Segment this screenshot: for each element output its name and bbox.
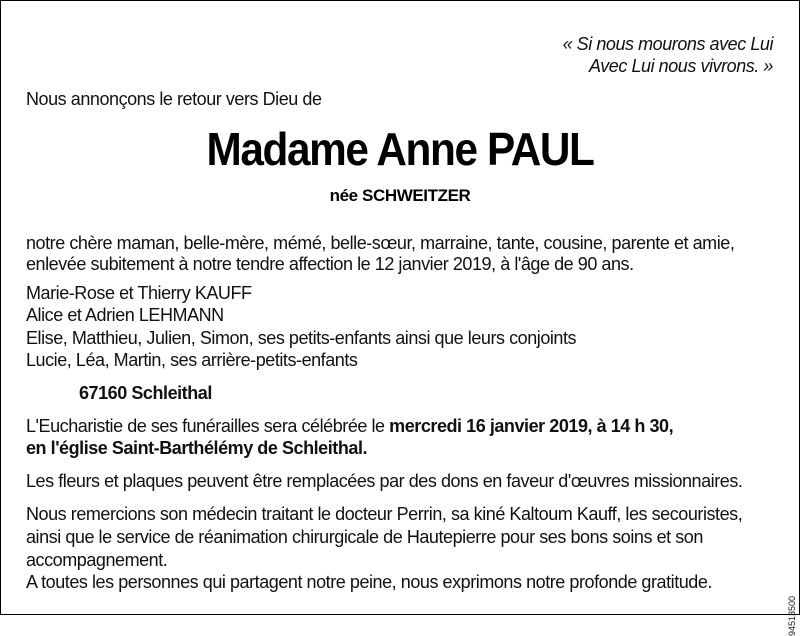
funeral-line-1 <box>26 414 673 438</box>
intro-text: Nous annonçons le retour vers Dieu de <box>26 89 322 109</box>
funeral-place: en l'église Saint-Barthélémy de Schleithal. <box>26 438 368 458</box>
quote-line-1: « Si nous mourons avec Lui <box>562 34 773 54</box>
quote-line-2: Avec Lui nous vivrons. » <box>589 56 773 76</box>
flowers-text: Les fleurs et plaques peuvent être remplacées par des dons en faveur d'œuvres missionnaires. <box>26 471 743 491</box>
reference-number: 94513500 <box>787 596 797 636</box>
thanks-line-3: accompagnement. <box>26 550 168 570</box>
family-line-3: Elise, Matthieu, Julien, Simon, ses petits-enfants ainsi que leurs conjoints <box>26 328 577 348</box>
description-line-1: notre chère maman, belle-mère, mémé, belle-sœur, marraine, tante, cousine, parente et amie, <box>26 233 735 253</box>
thanks-line-2: ainsi que le service de réanimation chirurgicale de Hautepierre pour ses bons soins et son <box>26 527 703 547</box>
funeral-prefix: L'Eucharistie de ses funérailles sera célébrée le <box>26 416 390 436</box>
deceased-name: Madame Anne PAUL <box>206 123 594 175</box>
maiden-name: née SCHWEITZER <box>329 186 471 205</box>
thanks-line-4: A toutes les personnes qui partagent notre peine, nous exprimons notre profonde gratitude. <box>26 572 712 592</box>
funeral-date-time: mercredi 16 janvier 2019, à 14 h 30, <box>389 416 674 436</box>
address: 67160 Schleithal <box>79 383 212 403</box>
description-line-2: enlevée subitement à notre tendre affection le 12 janvier 2019, à l'âge de 90 ans. <box>26 254 634 274</box>
family-line-2: Alice et Adrien LEHMANN <box>26 305 224 325</box>
family-line-4: Lucie, Léa, Martin, ses arrière-petits-enfants <box>26 350 358 370</box>
family-line-1: Marie-Rose et Thierry KAUFF <box>26 283 252 303</box>
thanks-line-1: Nous remercions son médecin traitant le docteur Perrin, sa kiné Kaltoum Kauff, les secouristes, <box>26 504 743 524</box>
